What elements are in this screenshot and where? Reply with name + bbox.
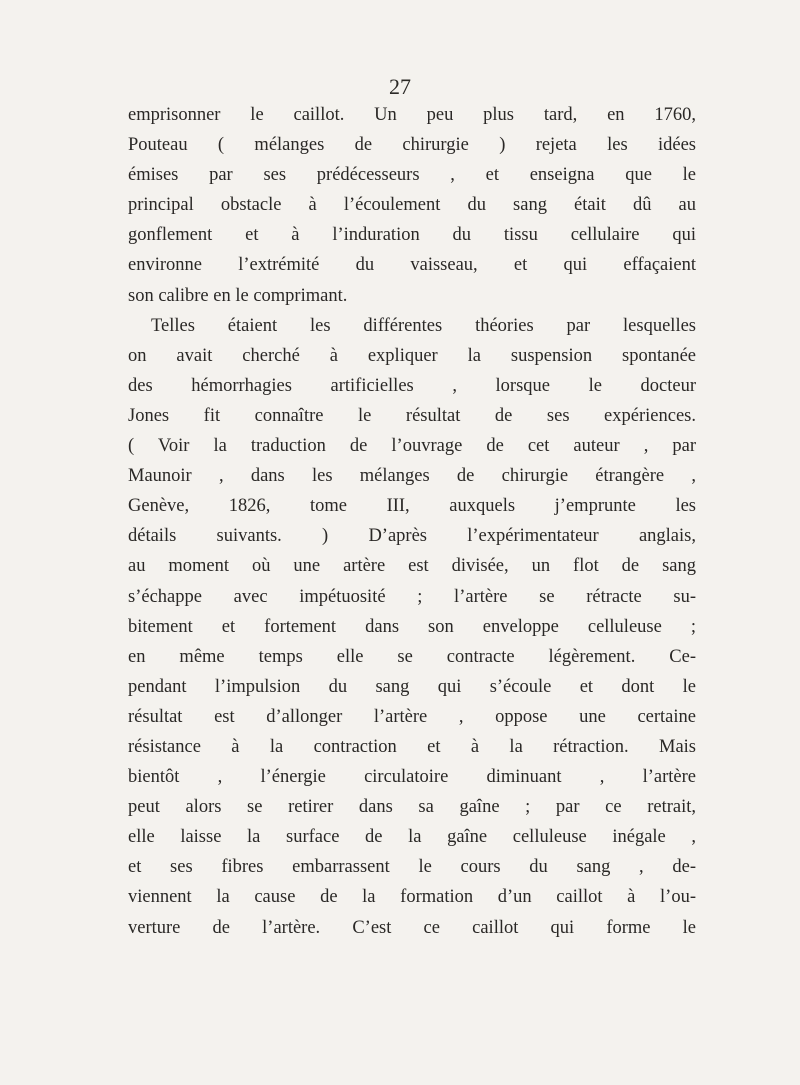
text-line: principal obstacle à l’écoulement du sang était dû au bbox=[128, 195, 696, 216]
text-line: gonflement et à l’induration du tissu cellulaire qui bbox=[128, 225, 696, 246]
text-line: résistance à la contraction et à la rétraction. Mais bbox=[128, 736, 696, 757]
text-line: environne l’extrémité du vaisseau, et qui effaçaient bbox=[128, 255, 696, 276]
text-line: pendant l’impulsion du sang qui s’écoule et dont le bbox=[128, 676, 696, 697]
text-line: Maunoir , dans les mélanges de chirurgie étrangère , bbox=[128, 466, 696, 487]
text-line: Telles étaient les différentes théories par lesquelles bbox=[151, 315, 696, 336]
text-line: en même temps elle se contracte légèrement. Ce- bbox=[128, 646, 696, 667]
text-line: bitement et fortement dans son enveloppe celluleuse ; bbox=[128, 616, 696, 637]
text-line: son calibre en le comprimant. bbox=[128, 285, 348, 306]
text-line: emprisonner le caillot. Un peu plus tard, en 1760, bbox=[128, 105, 696, 125]
text-line: et ses fibres embarrassent le cours du sang , de- bbox=[128, 857, 696, 878]
text-line: elle laisse la surface de la gaîne celluleuse inégale , bbox=[128, 827, 696, 848]
text-line: résultat est d’allonger l’artère , oppose une certaine bbox=[128, 706, 696, 727]
text-line: détails suivants. ) D’après l’expérimentateur anglais, bbox=[128, 526, 696, 547]
text-line: on avait cherché à expliquer la suspension spontanée bbox=[128, 345, 696, 366]
text-line: émises par ses prédécesseurs , et enseigna que le bbox=[128, 165, 696, 186]
text-line: verture de l’artère. C’est ce caillot qui forme le bbox=[128, 917, 696, 938]
text-line: s’échappe avec impétuosité ; l’artère se rétracte su- bbox=[128, 586, 696, 607]
page-number: 27 bbox=[389, 74, 411, 99]
text-line: Genève, 1826, tome III, auxquels j’emprunte les bbox=[128, 496, 696, 517]
text-line: Jones fit connaître le résultat de ses expériences. bbox=[128, 405, 696, 426]
body-text bbox=[128, 100, 696, 943]
text-line: des hémorrhagies artificielles , lorsque le docteur bbox=[128, 375, 696, 396]
text-line: bientôt , l’énergie circulatoire diminuant , l’artère bbox=[128, 767, 696, 788]
text-line: au moment où une artère est divisée, un flot de sang bbox=[128, 556, 696, 577]
text-line: peut alors se retirer dans sa gaîne ; par ce retrait, bbox=[128, 797, 696, 818]
text-line: Pouteau ( mélanges de chirurgie ) rejeta les idées bbox=[128, 135, 696, 156]
text-line: ( Voir la traduction de l’ouvrage de cet auteur , par bbox=[128, 436, 696, 457]
text-line: viennent la cause de la formation d’un caillot à l’ou- bbox=[128, 887, 696, 908]
